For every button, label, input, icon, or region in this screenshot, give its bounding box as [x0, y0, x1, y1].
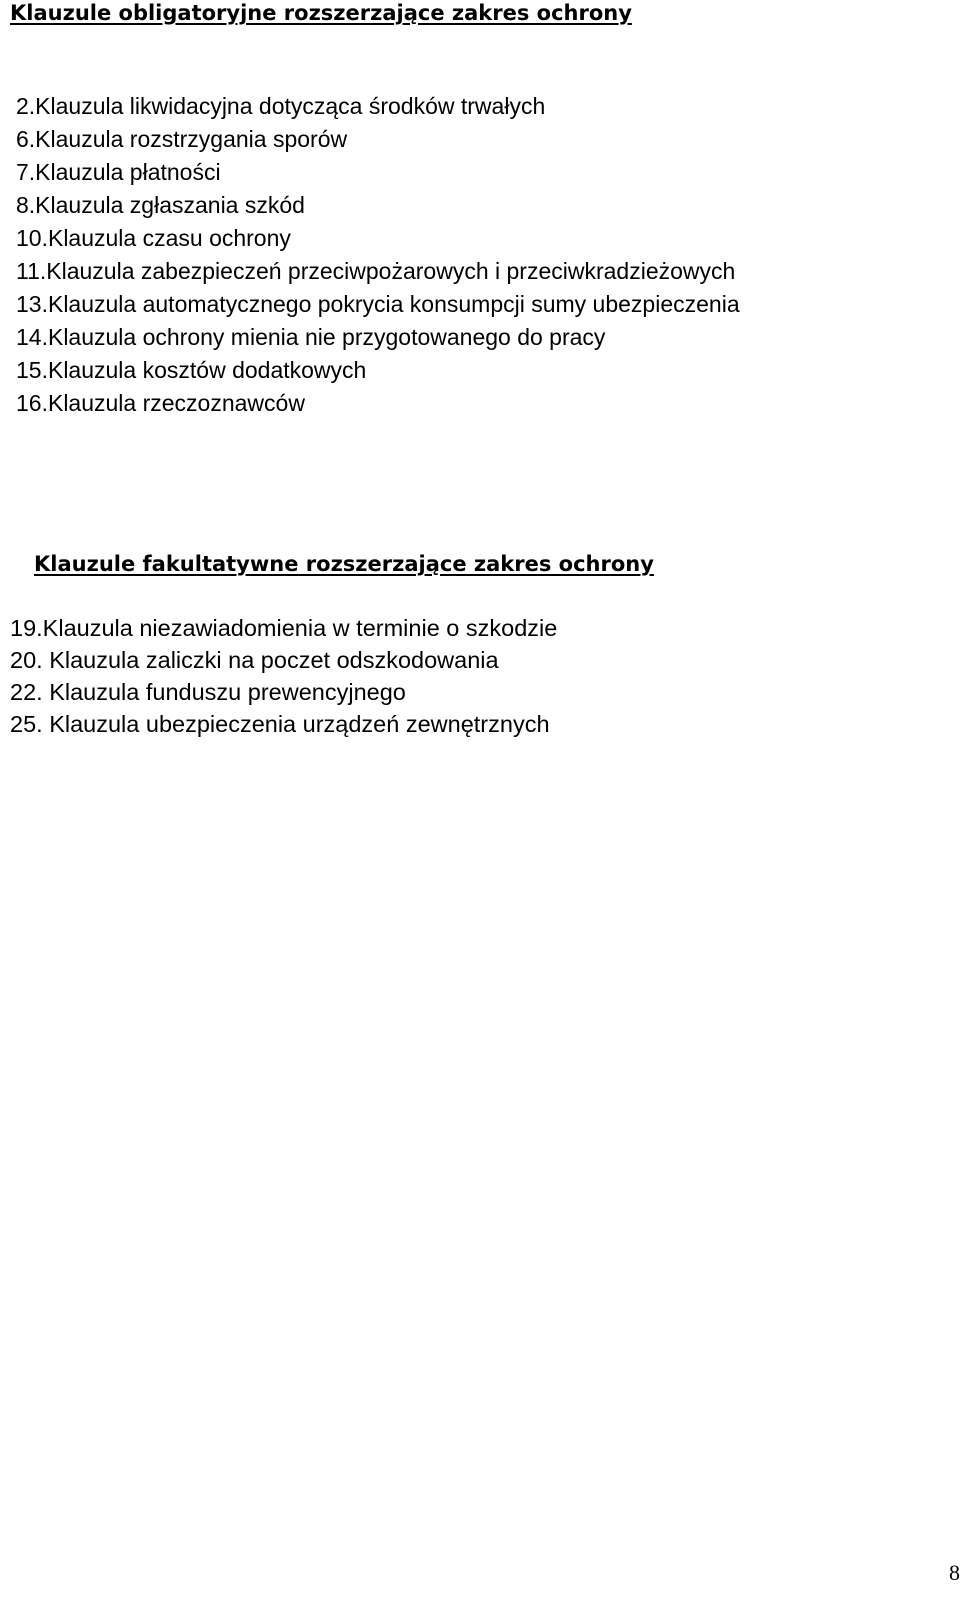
list-item: 25. Klauzula ubezpieczenia urządzeń zewnętrznych: [10, 711, 550, 737]
list-item: 13.Klauzula automatycznego pokrycia konsumpcji sumy ubezpieczenia: [16, 291, 740, 317]
obligatory-clauses-heading: Klauzule obligatoryjne rozszerzające zakres ochrony: [10, 1, 632, 25]
list-item: 22. Klauzula funduszu prewencyjnego: [10, 679, 406, 705]
list-item: 19.Klauzula niezawiadomienia w terminie o szkodzie: [10, 615, 558, 641]
list-item: 11.Klauzula zabezpieczeń przeciwpożarowych i przeciwkradzieżowych: [16, 258, 736, 284]
optional-clauses-heading: Klauzule fakultatywne rozszerzające zakres ochrony: [34, 552, 654, 576]
list-item: 16.Klauzula rzeczoznawców: [16, 390, 305, 416]
obligatory-clauses-list: [16, 90, 740, 420]
list-item: 6.Klauzula rozstrzygania sporów: [16, 126, 348, 152]
list-item: 2.Klauzula likwidacyjna dotycząca środków trwałych: [16, 93, 546, 119]
list-item: 15.Klauzula kosztów dodatkowych: [16, 357, 367, 383]
page-number: 8: [949, 1560, 960, 1585]
list-item: 14.Klauzula ochrony mienia nie przygotowanego do pracy: [16, 324, 606, 350]
optional-clauses-list: [10, 612, 557, 740]
list-item: 7.Klauzula płatności: [16, 159, 221, 185]
list-item: 8.Klauzula zgłaszania szkód: [16, 192, 305, 218]
list-item: 10.Klauzula czasu ochrony: [16, 225, 291, 251]
list-item: 20. Klauzula zaliczki na poczet odszkodowania: [10, 647, 499, 673]
